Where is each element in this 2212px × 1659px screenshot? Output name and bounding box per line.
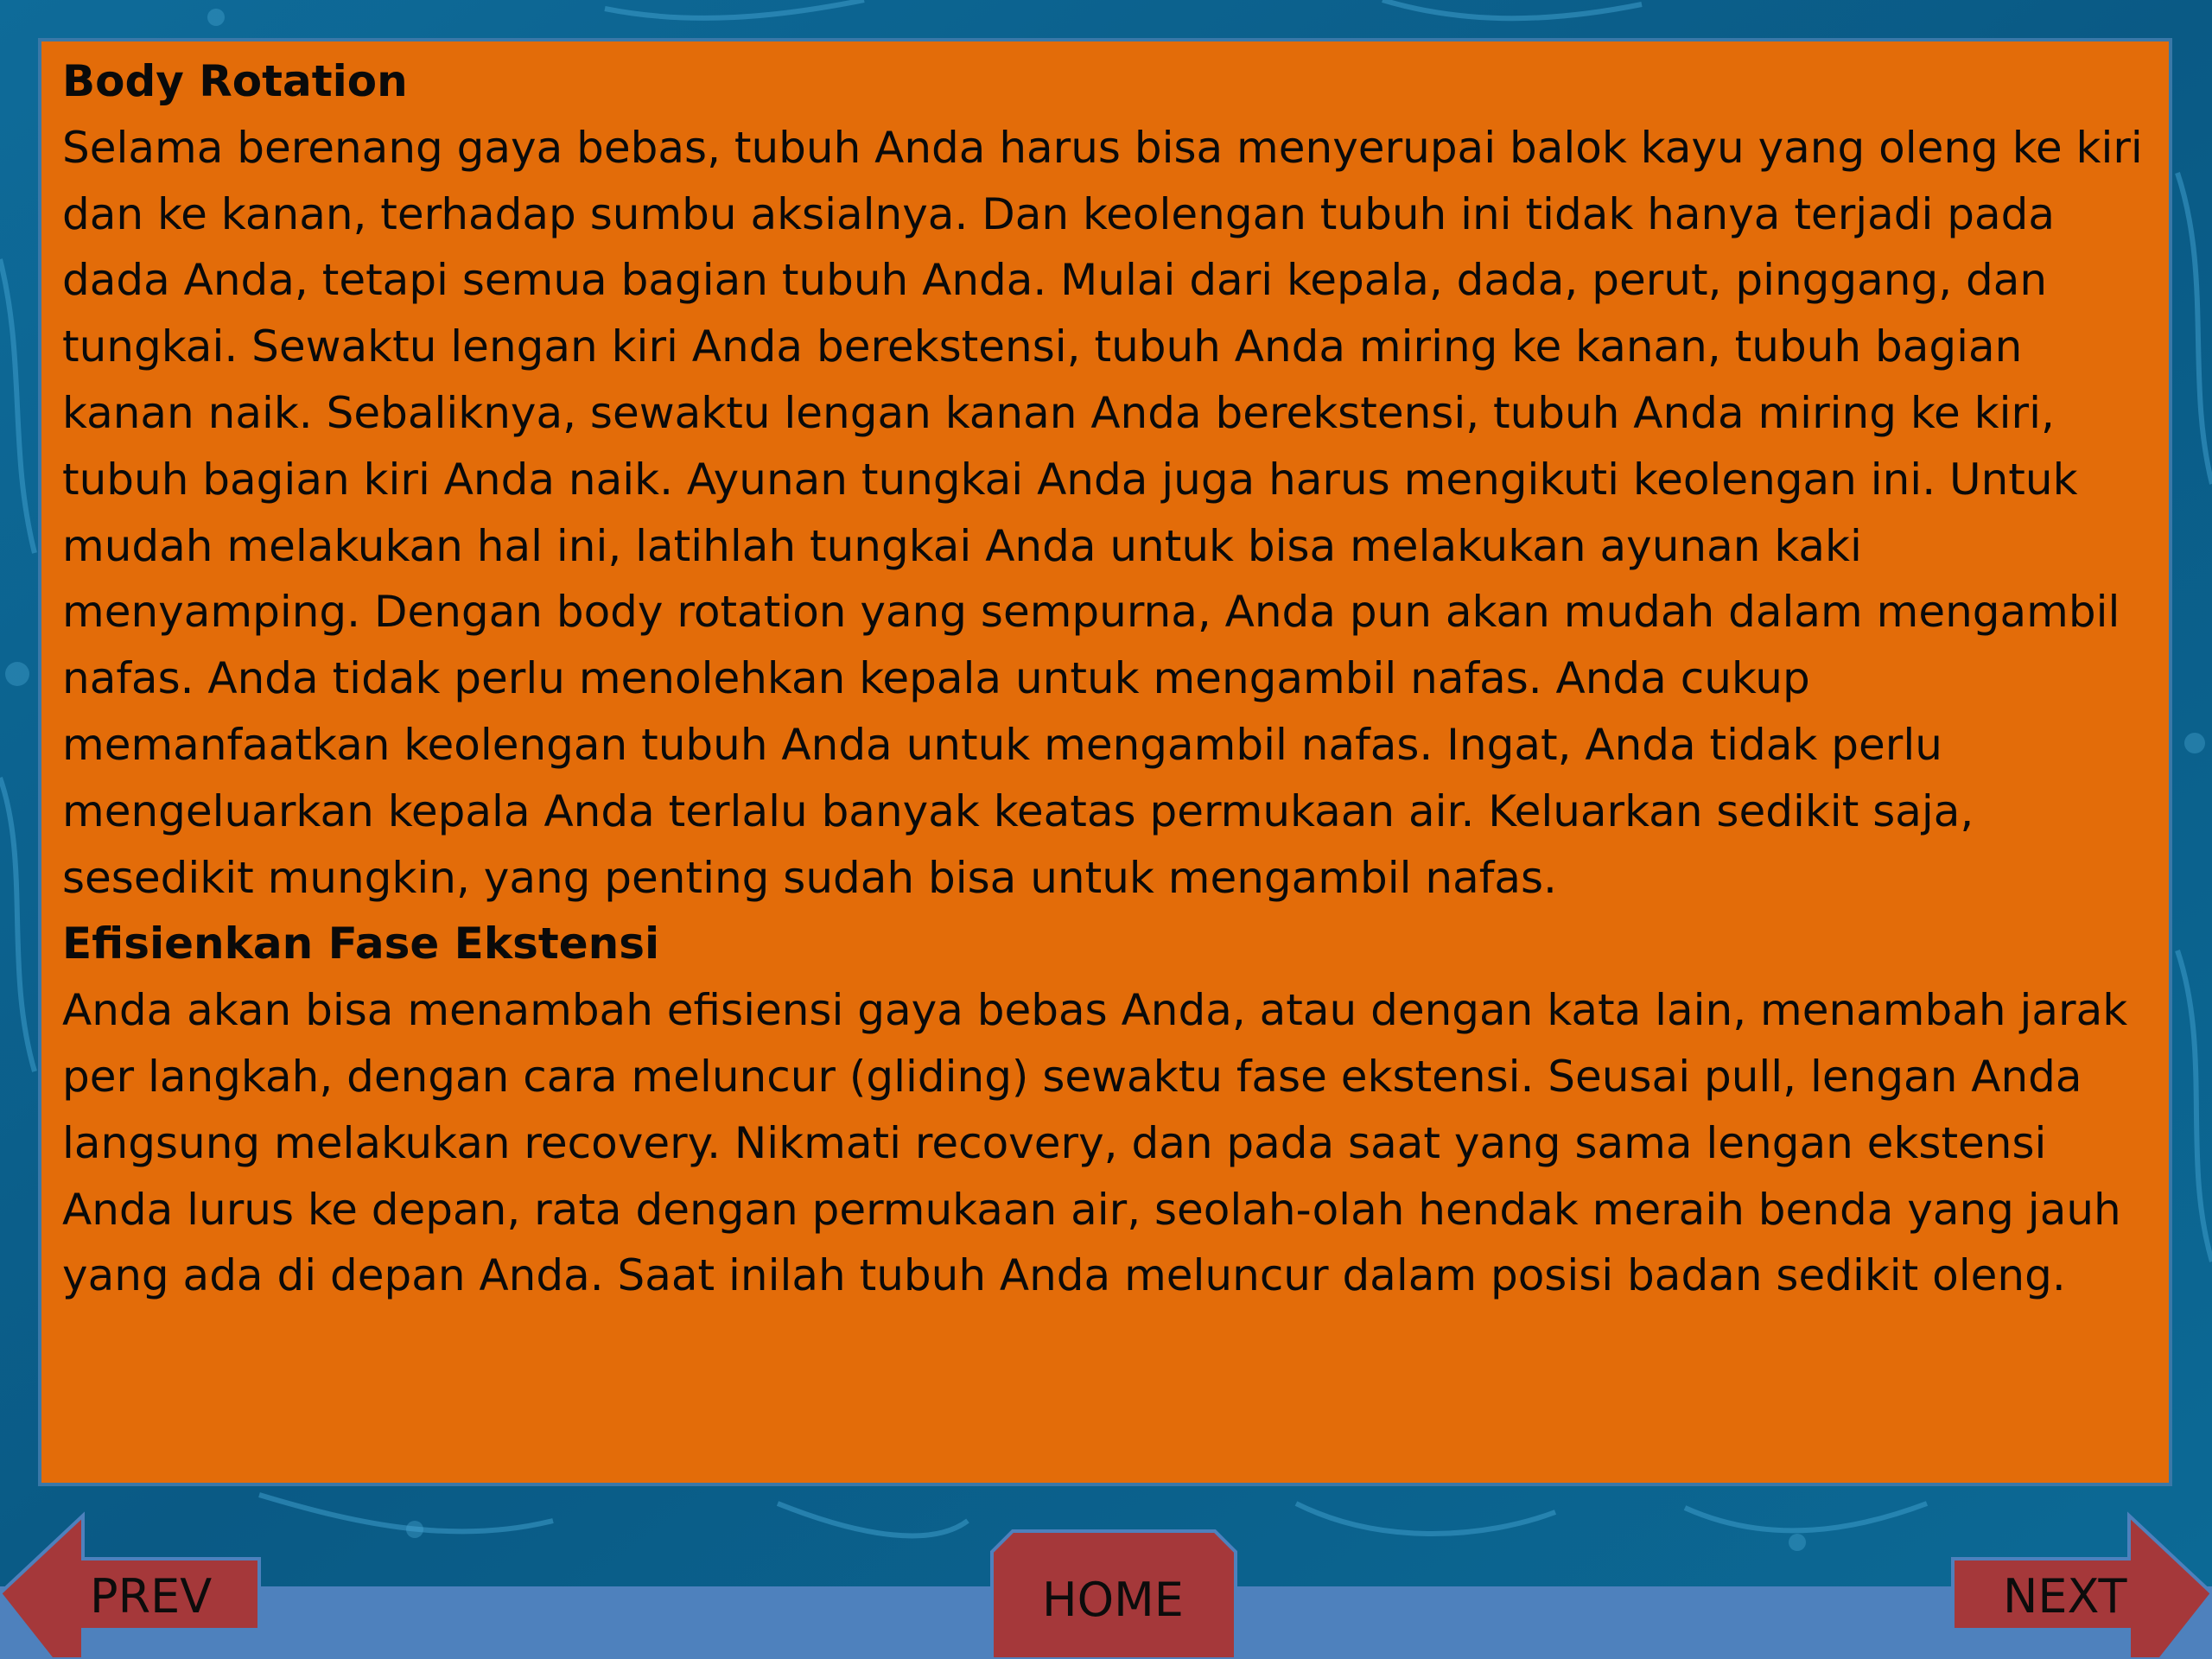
next-label: NEXT <box>2003 1569 2127 1624</box>
section-body-body-rotation: Selama berenang gaya bebas, tubuh Anda harus bisa menyerupai balok kayu yang oleng ke kiri dan ke kanan, terhadap sumbu aksialnya. Dan keolengan tubuh ini tidak hanya terjadi pada dada Anda, tetapi semua bagian tubuh Anda. Mulai dari kepala, dada, perut, pinggang, dan tungkai. Sewaktu lengan kiri Anda berekstensi, tubuh Anda miring ke kanan, tubuh bagian kanan naik. Sebaliknya, sewaktu lengan kanan Anda berekstensi, tubuh Anda miring ke kiri, tubuh bagian kiri Anda naik. Ayunan tungkai Anda juga harus mengikuti keolengan ini. Untuk mudah melakukan hal ini, latihlah tungkai Anda untuk bisa melakukan ayunan kaki menyamping. Dengan body rotation yang sempurna, Anda pun akan mudah dalam mengambil nafas. Anda tidak perlu menolehkan kepala untuk mengambil nafas. Anda cukup memanfaatkan keolengan tubuh Anda untuk mengambil nafas. Ingat, Anda tidak perlu mengeluarkan kepala Anda terlalu banyak keatas permukaan air. Keluarkan sedikit saja, sesedikit mungkin, yang penting sudah bisa untuk mengambil nafas. <box>62 122 2143 903</box>
home-label: HOME <box>1042 1573 1184 1627</box>
prev-label: PREV <box>90 1569 213 1624</box>
section-heading-body-rotation: Body Rotation <box>62 56 408 106</box>
section-body-efisienkan-fase-ekstensi: Anda akan bisa menambah efisiensi gaya bebas Anda, atau dengan kata lain, menambah jarak per langkah, dengan cara meluncur (gliding) sewaktu fase ekstensi. Seusai pull, lengan Anda langsung melakukan recovery. Nikmati recovery, dan pada saat yang sama lengan ekstensi Anda lurus ke depan, rata dengan permukaan air, seolah-olah hendak meraih benda yang jauh yang ada di depan Anda. Saat inilah tubuh Anda meluncur dalam posisi badan sedikit oleng. <box>62 985 2128 1301</box>
section-heading-efisienkan-fase-ekstensi: Efisienkan Fase Ekstensi <box>62 918 660 969</box>
content-panel <box>38 38 2172 1486</box>
